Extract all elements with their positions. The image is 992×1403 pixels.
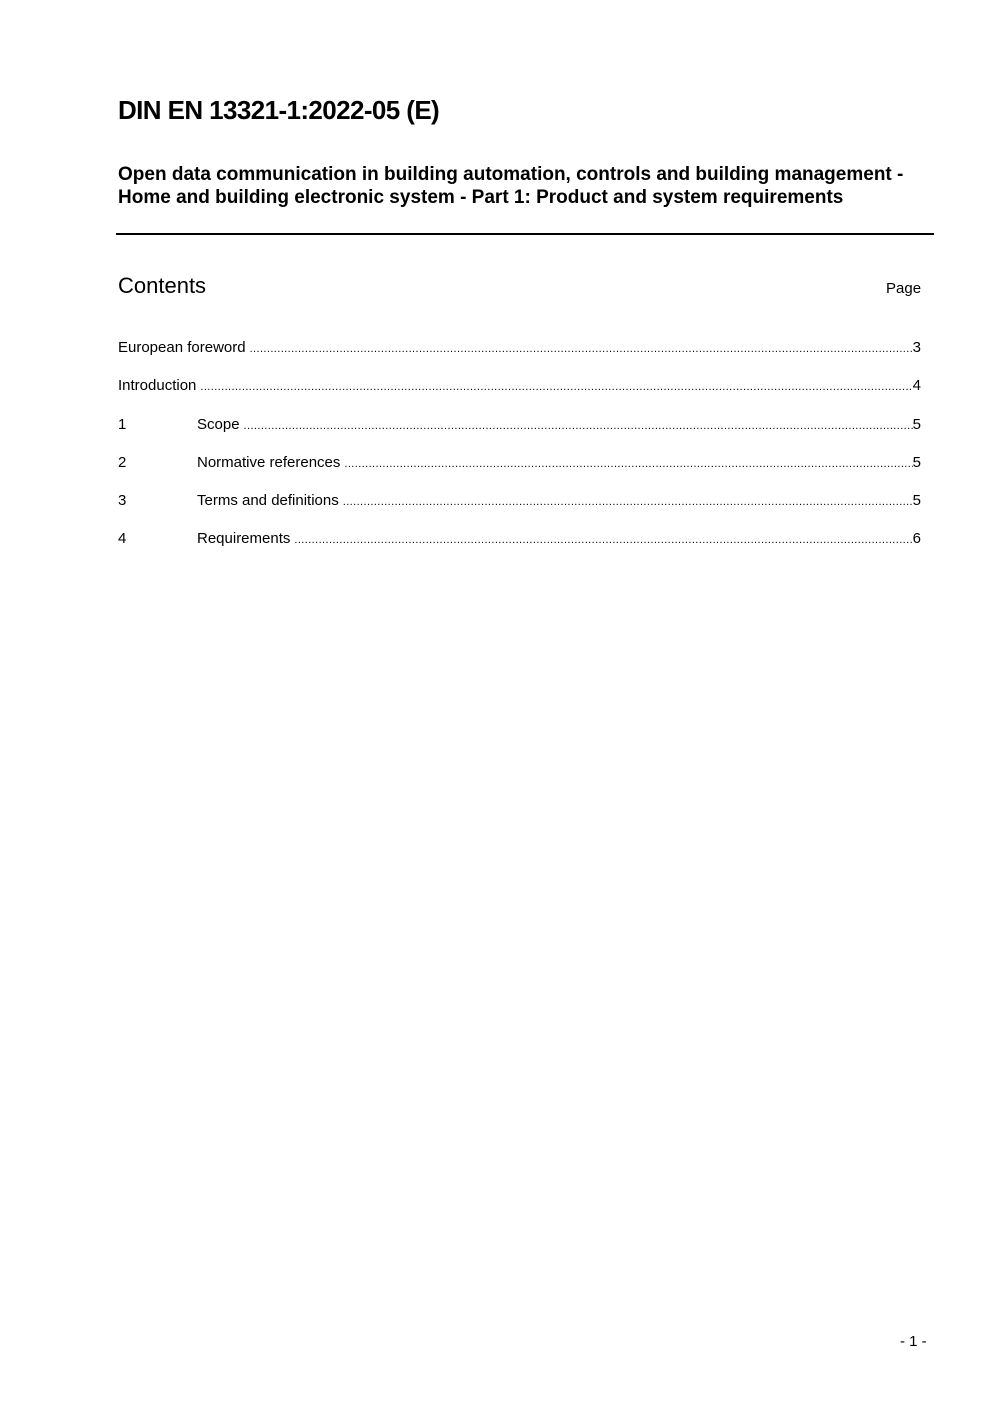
page-column-label: Page	[886, 280, 922, 297]
toc-entry-number: 4	[118, 530, 127, 548]
toc-entry-european-foreword[interactable]	[118, 338, 921, 376]
toc-dot-leader	[244, 416, 913, 436]
toc-entry-label[interactable]: Requirements	[197, 530, 291, 548]
toc-entry-number: 3	[118, 492, 127, 510]
toc-entry-number: 1	[118, 415, 127, 433]
toc-entry-scope[interactable]	[118, 415, 921, 453]
toc-entry-page: 5	[912, 453, 921, 471]
toc-entry-normative-references[interactable]	[118, 453, 921, 491]
toc-entry-page: 4	[912, 377, 921, 395]
toc-entry-label[interactable]: Terms and definitions	[197, 492, 339, 510]
document-title: Open data communication in building automation, controls and building management - Home and building electronic system - Part 1: Product and system requirements	[118, 164, 904, 208]
toc-dot-leader	[294, 530, 912, 550]
toc-dot-leader	[344, 454, 912, 474]
title-divider	[116, 233, 934, 235]
toc-entry-number: 2	[118, 453, 127, 471]
toc-entry-label[interactable]: Normative references	[197, 453, 341, 471]
toc-entry-label[interactable]: Scope	[197, 415, 240, 433]
toc-entry-introduction[interactable]	[118, 376, 921, 414]
contents-heading: Contents	[118, 273, 207, 298]
toc-entry-page: 5	[912, 415, 921, 433]
toc-entry-page: 5	[912, 492, 921, 510]
toc-dot-leader	[250, 339, 913, 359]
toc-dot-leader	[200, 377, 912, 397]
toc-entry-requirements[interactable]	[118, 529, 921, 567]
toc-entry-label[interactable]: Introduction	[118, 377, 197, 395]
toc-entry-label[interactable]: European foreword	[118, 339, 246, 356]
toc-entry-page: 6	[912, 530, 921, 548]
toc-dot-leader	[343, 492, 913, 512]
toc-entry-terms-and-definitions[interactable]	[118, 491, 921, 529]
document-identifier: DIN EN 13321-1:2022-05 (E)	[118, 95, 440, 125]
toc-entry-page: 3	[912, 339, 921, 356]
table-of-contents	[118, 338, 921, 568]
page-number: - 1 -	[900, 1333, 927, 1350]
